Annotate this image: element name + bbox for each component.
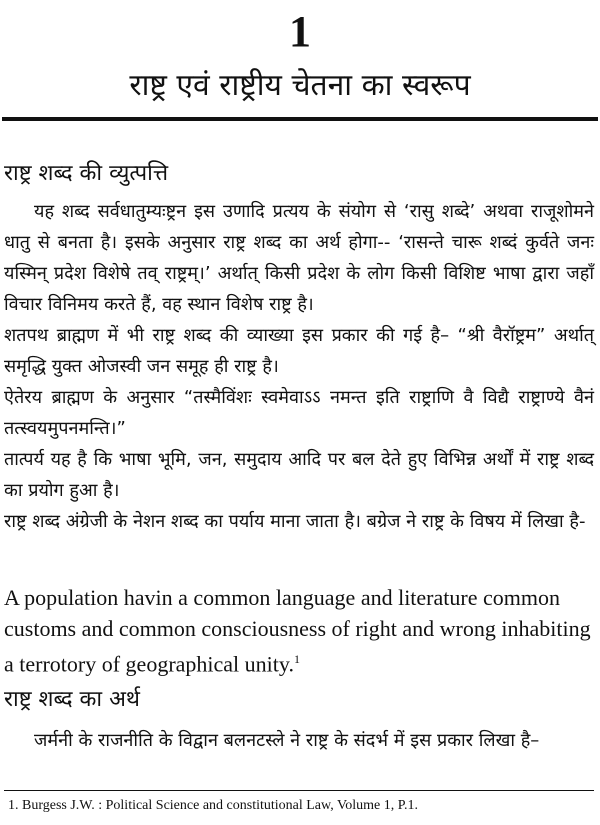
paragraph-summary: तात्पर्य यह है कि भाषा भूमि, जन, समुदाय आदि पर बल देते हुए विभिन्न अर्थों में राष्ट्र शब्द का प्रयोग हुआ है। [4,449,594,501]
title-divider [2,117,598,121]
footnote: 1. Burgess J.W. : Political Science and constitutional Law, Volume 1, P.1. [8,798,418,813]
english-quote [4,583,596,680]
paragraph-nation-synonym: राष्ट्र शब्द अंग्रेजी के नेशन शब्द का पर्याय माना जाता है। बग्रेज ने राष्ट्र के विषय में लिखा है- [4,511,586,532]
english-quote-text: A population havin a common language and literature common customs and common consciousness of right and wrong inhabiting a terrotory of geographical unity. [4,585,591,677]
paragraph-bluntschli: जर्मनी के राजनीति के विद्वान बलनटस्ले ने राष्ट्र के संदर्भ में इस प्रकार लिखा है– [34,730,540,751]
paragraph-etymology: यह शब्द सर्वधातुम्यःष्ट्रन इस उणादि प्रत्यय के संयोग से ‘रासु शब्दे’ अथवा राजूशोमने धातु से बनता है। इसके अनुसार राष्ट्र शब्द का अर्थ होगा-- ‘रासन्ते चारू शब्दं कुर्वते जनः यस्मिन् प्रदेश विशेषे तव् राष्ट्रम्।’ अर्थात् किसी प्रदेश के लोग किसी विशिष्ट भाषा द्वारा जहाँ विचार विनिमय करते हैं, वह स्थान विशेष राष्ट्र है। [4,201,594,315]
paragraph-shatapath: शतपथ ब्राह्मण में भी राष्ट्र शब्द की व्याख्या इस प्रकार की गई है– “श्री वैरॉष्ट्रम” अर्थात् समृद्धि युक्त ओजस्वी जन समूह ही राष्ट्र है। [4,325,594,377]
footnote-reference: 1 [293,652,300,666]
section-heading-meaning: राष्ट्र शब्द का अर्थ [4,687,140,712]
chapter-title: राष्ट्र एवं राष्ट्रीय चेतना का स्वरूप [129,68,471,103]
section-heading-etymology: राष्ट्र शब्द की व्युत्पत्ति [4,161,169,186]
chapter-number: 1 [289,7,311,56]
paragraph-aitareya: ऐतेरय ब्राह्मण के अनुसार “तस्मैविंशः स्वमेवाऽऽ नमन्त इति राष्ट्राणि वै विद्यै राष्ट्राण्ये वैनं तत्स्वयमुपनमन्ति।” [4,387,594,439]
footnote-divider [4,790,594,791]
